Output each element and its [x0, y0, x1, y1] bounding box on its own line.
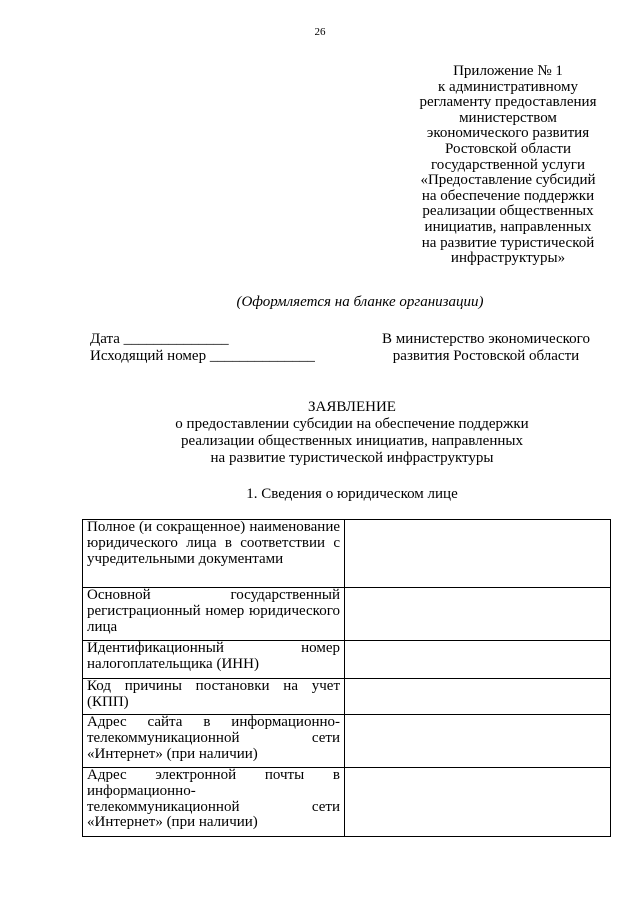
row-label: Адрес электронной почты в информационно-телекоммуникационной сети «Интернет» (при наличии) — [83, 768, 345, 837]
recipient-line: В министерство экономического — [382, 331, 590, 347]
statement-title: ЗАЯВЛЕНИЕ — [308, 399, 396, 415]
row-value-field[interactable] — [345, 768, 611, 837]
appendix-line: экономического развития — [426, 125, 590, 142]
date-block — [90, 331, 315, 365]
row-value-field[interactable] — [345, 588, 611, 641]
appendix-line: регламенту предоставления — [419, 94, 597, 111]
recipient-block — [368, 331, 604, 365]
form-note: (Оформляется на бланке организации) — [236, 294, 484, 310]
statement-subtitle-line: реализации общественных инициатив, направленных — [181, 433, 523, 449]
appendix-line: «Предоставление субсидий — [420, 172, 596, 189]
legal-entity-table — [82, 519, 611, 837]
table-row — [83, 520, 611, 588]
appendix-line: Приложение № 1 — [453, 63, 563, 79]
statement-subtitle-line: о предоставлении субсидии на обеспечение поддержки — [175, 416, 529, 432]
outgoing-number-field: Исходящий номер ______________ — [90, 348, 315, 364]
appendix-line: инфраструктуры» — [450, 250, 566, 267]
table-row — [83, 768, 611, 837]
appendix-line: на обеспечение поддержки — [421, 187, 595, 204]
table-row — [83, 715, 611, 768]
appendix-line: к административному — [438, 78, 578, 95]
appendix-line: государственной услуги — [431, 156, 585, 173]
statement-subtitle-line: на развитие туристической инфраструктуры — [210, 450, 494, 466]
row-label: Код причины постановки на учет (КПП) — [83, 679, 345, 715]
appendix-line: министерством — [459, 109, 557, 126]
statement-heading — [0, 399, 640, 467]
page-number: 26 — [314, 26, 326, 38]
section-heading: 1. Сведения о юридическом лице — [246, 486, 458, 502]
row-value-field[interactable] — [345, 520, 611, 588]
row-value-field[interactable] — [345, 715, 611, 768]
date-field: Дата ______________ — [90, 331, 229, 347]
table-row — [83, 588, 611, 641]
row-label: Полное (и сокращенное) наименование юридического лица в соответствии с учредительными документами — [83, 520, 345, 588]
appendix-line: реализации общественных — [422, 203, 594, 220]
row-label: Основной государственный регистрационный номер юридического лица — [83, 588, 345, 641]
appendix-block — [416, 64, 600, 267]
table-row — [83, 679, 611, 715]
appendix-line: на развитие туристической — [421, 234, 595, 251]
appendix-line: Ростовской области — [445, 140, 571, 157]
table-row — [83, 641, 611, 679]
appendix-line: инициатив, направленных — [424, 218, 592, 235]
row-value-field[interactable] — [345, 679, 611, 715]
recipient-line: развития Ростовской области — [392, 348, 580, 364]
row-label: Адрес сайта в информационно-телекоммуникационной сети «Интернет» (при наличии) — [83, 715, 345, 768]
row-value-field[interactable] — [345, 641, 611, 679]
row-label: Идентификационный номер налогоплательщика (ИНН) — [83, 641, 345, 679]
